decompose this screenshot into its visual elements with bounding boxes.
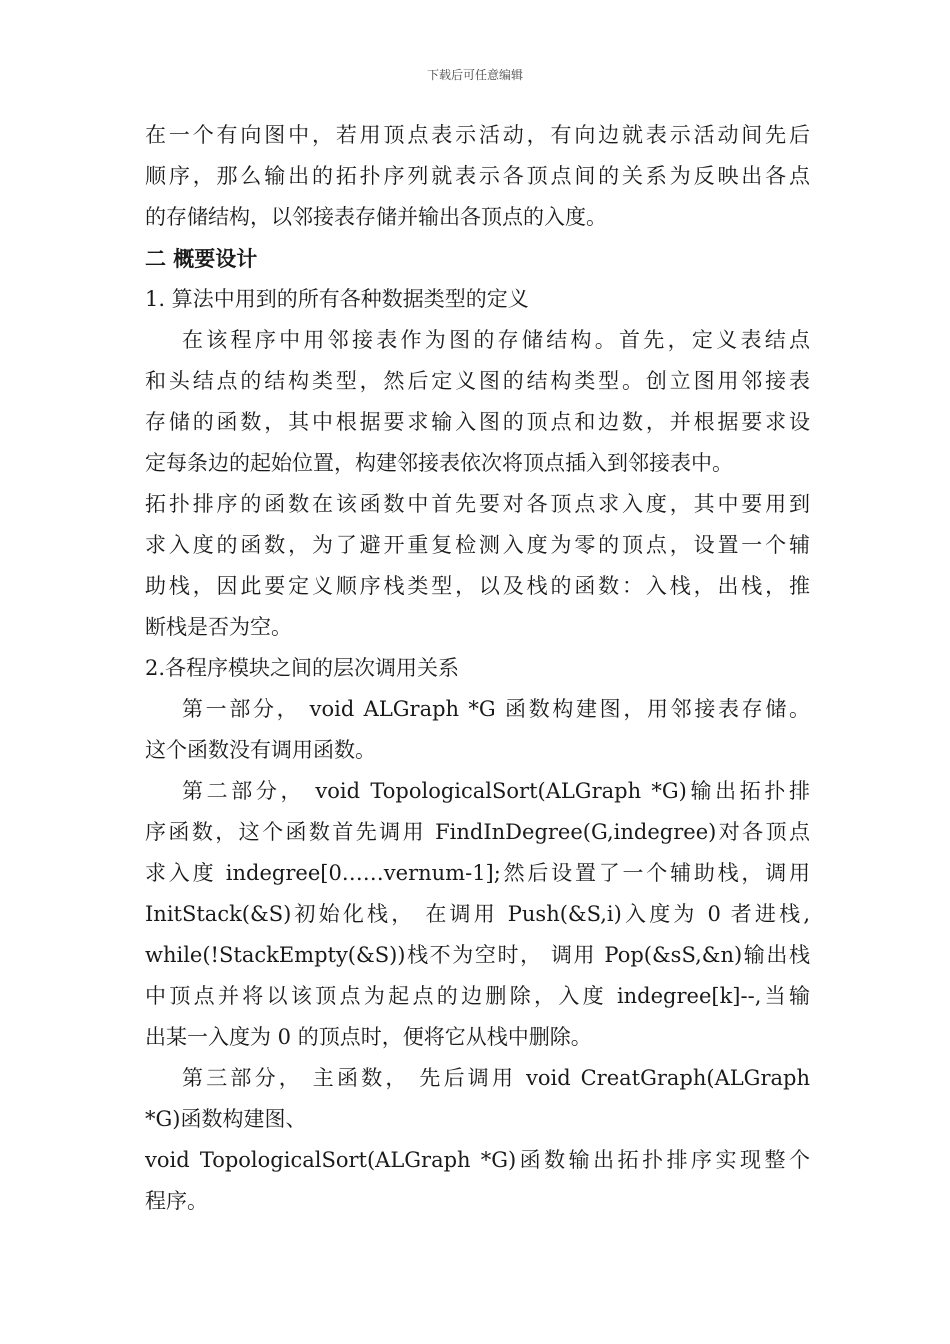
body-line: 第一部分， void ALGraph *G 函数构建图，用邻接表存储。 [182, 697, 810, 721]
body-line: 程序。 [145, 1189, 208, 1213]
body-line: 断栈是否为空。 [145, 615, 292, 639]
body-line: 拓扑排序的函数在该函数中首先要对各顶点求入度，其中要用到 [145, 492, 810, 516]
body-line: 顺序，那么输出的拓扑序列就表示各顶点间的关系为反映出各点 [145, 164, 810, 188]
body-line: 这个函数没有调用函数。 [145, 738, 376, 762]
body-line: *G)函数构建图、 [145, 1107, 307, 1131]
body-line: 和头结点的结构类型，然后定义图的结构类型。创立图用邻接表 [145, 369, 810, 393]
body-line: 的存储结构，以邻接表存储并输出各顶点的入度。 [145, 205, 607, 229]
body-line: 定每条边的起始位置，构建邻接表依次将顶点插入到邻接表中。 [145, 451, 733, 475]
body-line: 助栈，因此要定义顺序栈类型，以及栈的函数：入栈，出栈，推 [145, 574, 810, 598]
body-line: void TopologicalSort(ALGraph *G)函数输出拓扑排序实现整个 [145, 1148, 810, 1172]
body-line: 第二部分， void TopologicalSort(ALGraph *G)输出拓扑排 [182, 779, 810, 803]
body-line: 求入度的函数，为了避开重复检测入度为零的顶点，设置一个辅 [145, 533, 810, 557]
body-line: 第三部分， 主函数， 先后调用 void CreatGraph(ALGraph [182, 1066, 810, 1090]
body-line: 存储的函数，其中根据要求输入图的顶点和边数，并根据要求设 [145, 410, 810, 434]
section-heading: 二 概要设计 [145, 246, 258, 271]
body-line: 中顶点并将以该顶点为起点的边删除，入度 indegree[k]--,当输 [145, 984, 810, 1008]
body-line: 出某一入度为 0 的顶点时，便将它从栈中删除。 [145, 1025, 592, 1049]
document-body [145, 115, 810, 1222]
subsection-heading: 2.各程序模块之间的层次调用关系 [145, 656, 460, 680]
body-line: 序函数，这个函数首先调用 FindInDegree(G,indegree)对各顶点 [145, 820, 810, 844]
body-line: while(!StackEmpty(&S))栈不为空时， 调用 Pop(&sS,&n)输出栈 [145, 943, 810, 967]
subsection-heading: 1. 算法中用到的所有各种数据类型的定义 [145, 287, 529, 311]
page-header: 下载后可任意编辑 [426, 68, 523, 82]
body-line: 在一个有向图中，若用顶点表示活动，有向边就表示活动间先后 [145, 123, 810, 147]
body-line: 在该程序中用邻接表作为图的存储结构。首先，定义表结点 [182, 328, 810, 352]
body-line: InitStack(&S)初始化栈， 在调用 Push(&S,i)入度为 0 者进栈, [145, 902, 810, 926]
body-line: 求入度 indegree[0……vernum-1];然后设置了一个辅助栈，调用 [145, 861, 810, 885]
